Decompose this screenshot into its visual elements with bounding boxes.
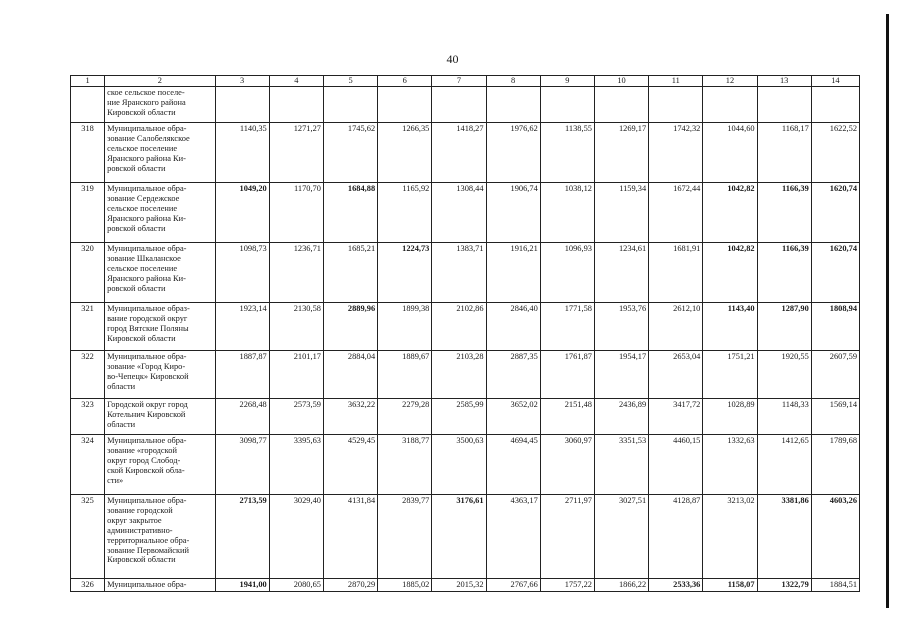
value-cell-col-6: 1889,67 (378, 351, 432, 399)
municipality-name-line: зование «городской (107, 445, 177, 455)
value-cell-col-10: 1159,34 (594, 183, 648, 243)
value-cell-col-5: 4529,45 (323, 435, 377, 495)
table-row (71, 87, 860, 123)
table-row (71, 399, 860, 435)
column-header-8: 8 (486, 76, 540, 87)
value-cell-col-3: 1049,20 (215, 183, 269, 243)
column-header-2: 2 (105, 76, 215, 87)
value-cell-col-9: 1761,87 (540, 351, 594, 399)
value-cell-col-8: 3652,02 (486, 399, 540, 435)
value-cell-col-12: 1158,07 (703, 579, 757, 592)
value-cell-col-4: 1271,27 (269, 123, 323, 183)
page-number: 40 (446, 52, 459, 66)
value-cell-col-5: 3632,22 (323, 399, 377, 435)
value-cell-col-13: 1148,33 (757, 399, 811, 435)
municipality-name (105, 399, 215, 435)
value-cell-col-9: 2151,48 (540, 399, 594, 435)
value-cell-col-9: 2711,97 (540, 495, 594, 579)
value-cell-col-11: 2653,04 (649, 351, 703, 399)
column-header-11: 11 (649, 76, 703, 87)
municipality-name-line: зование Салобелякское (107, 133, 190, 143)
municipality-name-line: Муниципальное обра- (107, 124, 187, 133)
value-cell-col-5: 2870,29 (323, 579, 377, 592)
value-cell-col-13: 1287,90 (757, 303, 811, 351)
value-cell-col-6: 1266,35 (378, 123, 432, 183)
municipality-name (105, 243, 215, 303)
value-cell-col-8: 2887,35 (486, 351, 540, 399)
municipality-name-line: Муниципальное обра- (107, 184, 187, 193)
value-cell-col-4: 1236,71 (269, 243, 323, 303)
value-cell-col-12: 1042,82 (703, 183, 757, 243)
value-cell-col-7: 2103,28 (432, 351, 486, 399)
municipality-name-line: территориальное обра- (107, 535, 190, 545)
value-cell-col-9 (540, 87, 594, 123)
column-header-5: 5 (323, 76, 377, 87)
value-cell-col-7 (432, 87, 486, 123)
municipality-name-line: округ город Слобод- (107, 455, 181, 465)
column-header-4: 4 (269, 76, 323, 87)
value-cell-col-9: 1038,12 (540, 183, 594, 243)
value-cell-col-9: 1757,22 (540, 579, 594, 592)
value-cell-col-10: 1234,61 (594, 243, 648, 303)
value-cell-col-10: 1866,22 (594, 579, 648, 592)
column-header-6: 6 (378, 76, 432, 87)
value-cell-col-12 (703, 87, 757, 123)
value-cell-col-10: 2436,89 (594, 399, 648, 435)
value-cell-col-4: 2080,65 (269, 579, 323, 592)
value-cell-col-11: 4460,15 (649, 435, 703, 495)
municipality-name-line: зование городской (107, 505, 173, 515)
value-cell-col-11: 1742,32 (649, 123, 703, 183)
municipality-name-line: сельское поселение (107, 143, 178, 153)
municipality-name-line: Муниципальное образ- (107, 304, 190, 313)
value-cell-col-12: 1143,40 (703, 303, 757, 351)
value-cell-col-3: 3098,77 (215, 435, 269, 495)
value-cell-col-11: 4128,87 (649, 495, 703, 579)
municipality-name-line: области (107, 381, 136, 391)
value-cell-col-10: 1954,17 (594, 351, 648, 399)
value-cell-col-12: 1332,63 (703, 435, 757, 495)
municipality-name-line: город Вятские Поляны (107, 323, 189, 333)
municipality-name (105, 183, 215, 243)
value-cell-col-13: 1166,39 (757, 243, 811, 303)
value-cell-col-14: 4603,26 (811, 495, 859, 579)
value-cell-col-13 (757, 87, 811, 123)
column-number-row (71, 76, 860, 87)
value-cell-col-4: 1170,70 (269, 183, 323, 243)
municipality-name (105, 579, 215, 592)
value-cell-col-4 (269, 87, 323, 123)
value-cell-col-14: 1884,51 (811, 579, 859, 592)
value-cell-col-13: 1412,65 (757, 435, 811, 495)
municipality-name-line: Кировской области (107, 333, 176, 343)
municipality-name-line: Муниципальное обра- (107, 496, 187, 505)
table-row (71, 435, 860, 495)
value-cell-col-5: 2884,04 (323, 351, 377, 399)
municipality-name-line: Котельнич Кировской (107, 409, 186, 419)
value-cell-col-10 (594, 87, 648, 123)
municipality-name-line: сти» (107, 475, 124, 485)
value-cell-col-13: 1920,55 (757, 351, 811, 399)
value-cell-col-3: 1887,87 (215, 351, 269, 399)
column-header-12: 12 (703, 76, 757, 87)
municipality-name (105, 87, 215, 123)
municipality-name-line: Яранского района Ки- (107, 153, 186, 163)
value-cell-col-3: 2713,59 (215, 495, 269, 579)
value-cell-col-8 (486, 87, 540, 123)
municipality-name-line: зование Сердежское (107, 193, 180, 203)
municipality-name-line: зование «Город Киро- (107, 361, 186, 371)
row-number: 321 (71, 303, 105, 351)
table-row (71, 183, 860, 243)
row-number: 318 (71, 123, 105, 183)
municipality-name-line: ской Кировской обла- (107, 465, 185, 475)
municipality-name-line: ровской области (107, 163, 166, 173)
municipality-name (105, 123, 215, 183)
value-cell-col-14: 2607,59 (811, 351, 859, 399)
municipality-name (105, 435, 215, 495)
row-number: 323 (71, 399, 105, 435)
value-cell-col-6: 2839,77 (378, 495, 432, 579)
value-cell-col-14: 1789,68 (811, 435, 859, 495)
value-cell-col-8: 1916,21 (486, 243, 540, 303)
value-cell-col-7: 2015,32 (432, 579, 486, 592)
value-cell-col-13: 1168,17 (757, 123, 811, 183)
municipality-name-line: Муниципальное обра- (107, 244, 187, 253)
value-cell-col-12: 3213,02 (703, 495, 757, 579)
value-cell-col-11: 2533,36 (649, 579, 703, 592)
value-cell-col-12: 1044,60 (703, 123, 757, 183)
value-cell-col-13: 3381,86 (757, 495, 811, 579)
value-cell-col-3: 1098,73 (215, 243, 269, 303)
column-header-1: 1 (71, 76, 105, 87)
value-cell-col-13: 1322,79 (757, 579, 811, 592)
row-number: 325 (71, 495, 105, 579)
column-header-9: 9 (540, 76, 594, 87)
value-cell-col-14: 1808,94 (811, 303, 859, 351)
value-cell-col-6: 1224,73 (378, 243, 432, 303)
municipality-name-line: области (107, 419, 136, 429)
municipality-name-line: ское сельское поселе- (107, 88, 185, 97)
value-cell-col-6: 1165,92 (378, 183, 432, 243)
municipality-name-line: Городской округ город (107, 400, 188, 409)
municipality-name-line: Кировской области (107, 107, 176, 117)
value-cell-col-8: 2846,40 (486, 303, 540, 351)
row-number (71, 87, 105, 123)
value-cell-col-6: 2279,28 (378, 399, 432, 435)
table-row (71, 495, 860, 579)
value-cell-col-10: 3351,53 (594, 435, 648, 495)
value-cell-col-7: 3176,61 (432, 495, 486, 579)
value-cell-col-10: 1269,17 (594, 123, 648, 183)
value-cell-col-5: 1684,88 (323, 183, 377, 243)
value-cell-col-6: 1885,02 (378, 579, 432, 592)
column-header-13: 13 (757, 76, 811, 87)
value-cell-col-5 (323, 87, 377, 123)
column-header-10: 10 (594, 76, 648, 87)
value-cell-col-5: 2889,96 (323, 303, 377, 351)
value-cell-col-4: 2573,59 (269, 399, 323, 435)
municipality-name (105, 351, 215, 399)
municipality-name-line: административно- (107, 525, 173, 535)
value-cell-col-7: 1308,44 (432, 183, 486, 243)
value-cell-col-12: 1042,82 (703, 243, 757, 303)
municipality-name-line: Яранского района Ки- (107, 213, 186, 223)
value-cell-col-11: 1672,44 (649, 183, 703, 243)
municipality-name-line: сельское поселение (107, 263, 178, 273)
value-cell-col-7: 2585,99 (432, 399, 486, 435)
value-cell-col-14: 1620,74 (811, 243, 859, 303)
value-cell-col-7: 1418,27 (432, 123, 486, 183)
municipality-name-line: зование Первомайский (107, 545, 189, 555)
value-cell-col-3 (215, 87, 269, 123)
value-cell-col-14: 1622,52 (811, 123, 859, 183)
value-cell-col-11: 2612,10 (649, 303, 703, 351)
municipality-name-line: округ закрытое (107, 515, 162, 525)
value-cell-col-8: 4363,17 (486, 495, 540, 579)
tariff-table (70, 75, 860, 592)
municipality-name-line: Кировской области (107, 555, 176, 565)
municipality-name-line: вание городской округ (107, 313, 188, 323)
municipality-name-line: ровской области (107, 283, 166, 293)
value-cell-col-5: 4131,84 (323, 495, 377, 579)
value-cell-col-5: 1745,62 (323, 123, 377, 183)
value-cell-col-13: 1166,39 (757, 183, 811, 243)
row-number: 322 (71, 351, 105, 399)
value-cell-col-8: 1976,62 (486, 123, 540, 183)
row-number: 319 (71, 183, 105, 243)
value-cell-col-11 (649, 87, 703, 123)
value-cell-col-9: 1771,58 (540, 303, 594, 351)
value-cell-col-7: 1383,71 (432, 243, 486, 303)
municipality-name (105, 495, 215, 579)
municipality-name (105, 303, 215, 351)
value-cell-col-14: 1620,74 (811, 183, 859, 243)
table-row (71, 351, 860, 399)
municipality-name-line: Муниципальное обра- (107, 436, 187, 445)
column-header-3: 3 (215, 76, 269, 87)
value-cell-col-5: 1685,21 (323, 243, 377, 303)
value-cell-col-10: 3027,51 (594, 495, 648, 579)
value-cell-col-9: 3060,97 (540, 435, 594, 495)
value-cell-col-8: 4694,45 (486, 435, 540, 495)
municipality-name-line: Яранского района Ки- (107, 273, 186, 283)
value-cell-col-3: 1941,00 (215, 579, 269, 592)
value-cell-col-9: 1138,55 (540, 123, 594, 183)
table-row (71, 123, 860, 183)
municipality-name-line: во-Чепецк» Кировской (107, 371, 189, 381)
table-row (71, 243, 860, 303)
value-cell-col-4: 2101,17 (269, 351, 323, 399)
row-number: 326 (71, 579, 105, 592)
table-row (71, 303, 860, 351)
value-cell-col-4: 2130,58 (269, 303, 323, 351)
value-cell-col-4: 3395,63 (269, 435, 323, 495)
column-header-7: 7 (432, 76, 486, 87)
municipality-name-line: сельское поселение (107, 203, 178, 213)
municipality-name-line: ровской области (107, 223, 166, 233)
value-cell-col-3: 1140,35 (215, 123, 269, 183)
row-number: 320 (71, 243, 105, 303)
value-cell-col-11: 3417,72 (649, 399, 703, 435)
value-cell-col-7: 3500,63 (432, 435, 486, 495)
value-cell-col-12: 1751,21 (703, 351, 757, 399)
value-cell-col-3: 1923,14 (215, 303, 269, 351)
value-cell-col-10: 1953,76 (594, 303, 648, 351)
value-cell-col-6: 3188,77 (378, 435, 432, 495)
value-cell-col-4: 3029,40 (269, 495, 323, 579)
value-cell-col-6: 1899,38 (378, 303, 432, 351)
row-number: 324 (71, 435, 105, 495)
value-cell-col-9: 1096,93 (540, 243, 594, 303)
value-cell-col-8: 1906,74 (486, 183, 540, 243)
value-cell-col-12: 1028,89 (703, 399, 757, 435)
value-cell-col-14 (811, 87, 859, 123)
municipality-name-line: зование Шкаланское (107, 253, 181, 263)
page-edge-bar (886, 14, 889, 608)
value-cell-col-11: 1681,91 (649, 243, 703, 303)
value-cell-col-14: 1569,14 (811, 399, 859, 435)
municipality-name-line: Муниципальное обра- (107, 580, 187, 589)
column-header-14: 14 (811, 76, 859, 87)
value-cell-col-7: 2102,86 (432, 303, 486, 351)
municipality-name-line: ние Яранского района (107, 97, 186, 107)
municipality-name-line: Муниципальное обра- (107, 352, 187, 361)
table-row (71, 579, 860, 592)
value-cell-col-6 (378, 87, 432, 123)
value-cell-col-3: 2268,48 (215, 399, 269, 435)
value-cell-col-8: 2767,66 (486, 579, 540, 592)
